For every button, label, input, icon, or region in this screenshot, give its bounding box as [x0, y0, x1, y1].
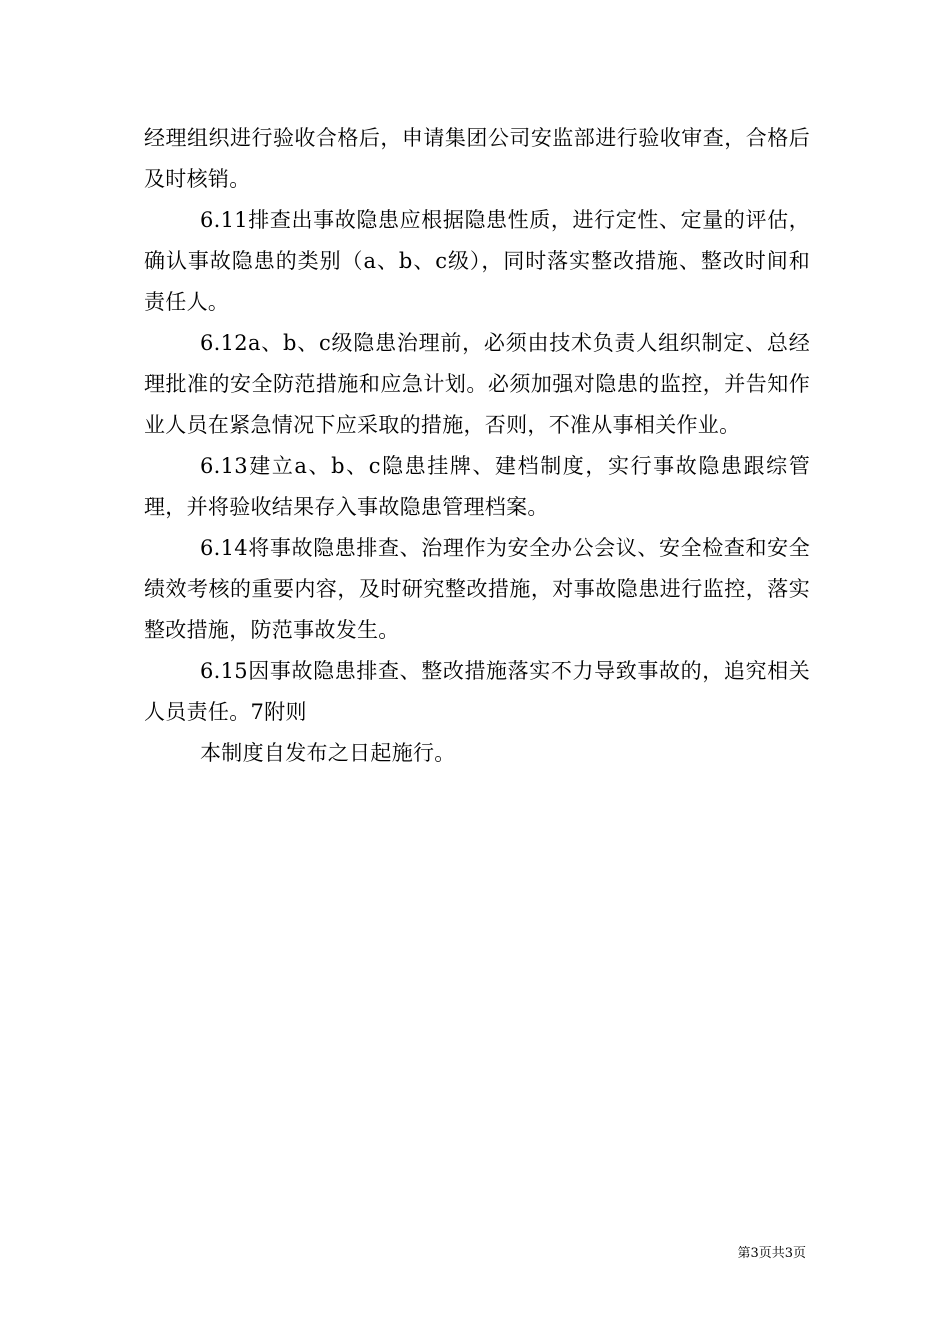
- paragraph-6-14: 6.14将事故隐患排查、治理作为安全办公会议、安全检查和安全绩效考核的重要内容，及时研究整改措施，对事故隐患进行监控，落实整改措施，防范事故发生。: [144, 536, 810, 642]
- page-number-footer: 第3页共3页: [737, 1246, 806, 1261]
- paragraph-6-11: 6.11排查出事故隐患应根据隐患性质，进行定性、定量的评估，确认事故隐患的类别（a、b、c级），同时落实整改措施、整改时间和责任人。: [144, 208, 810, 314]
- paragraph-continuation: 经理组织进行验收合格后，申请集团公司安监部进行验收审查，合格后及时核销。: [144, 126, 810, 191]
- paragraph-6-12: 6.12a、b、c级隐患治理前，必须由技术负责人组织制定、总经理批准的安全防范措施和应急计划。必须加强对隐患的监控，并告知作业人员在紧急情况下应采取的措施，否则，不准从事相关作业。: [144, 331, 810, 437]
- document-body: [144, 118, 810, 774]
- paragraph-effective-date: 本制度自发布之日起施行。: [200, 741, 456, 765]
- paragraph-6-15: 6.15因事故隐患排查、整改措施落实不力导致事故的，追究相关人员责任。7附则: [144, 659, 810, 724]
- paragraph-6-13: 6.13建立a、b、c隐患挂牌、建档制度，实行事故隐患跟综管理，并将验收结果存入事故隐患管理档案。: [144, 454, 810, 519]
